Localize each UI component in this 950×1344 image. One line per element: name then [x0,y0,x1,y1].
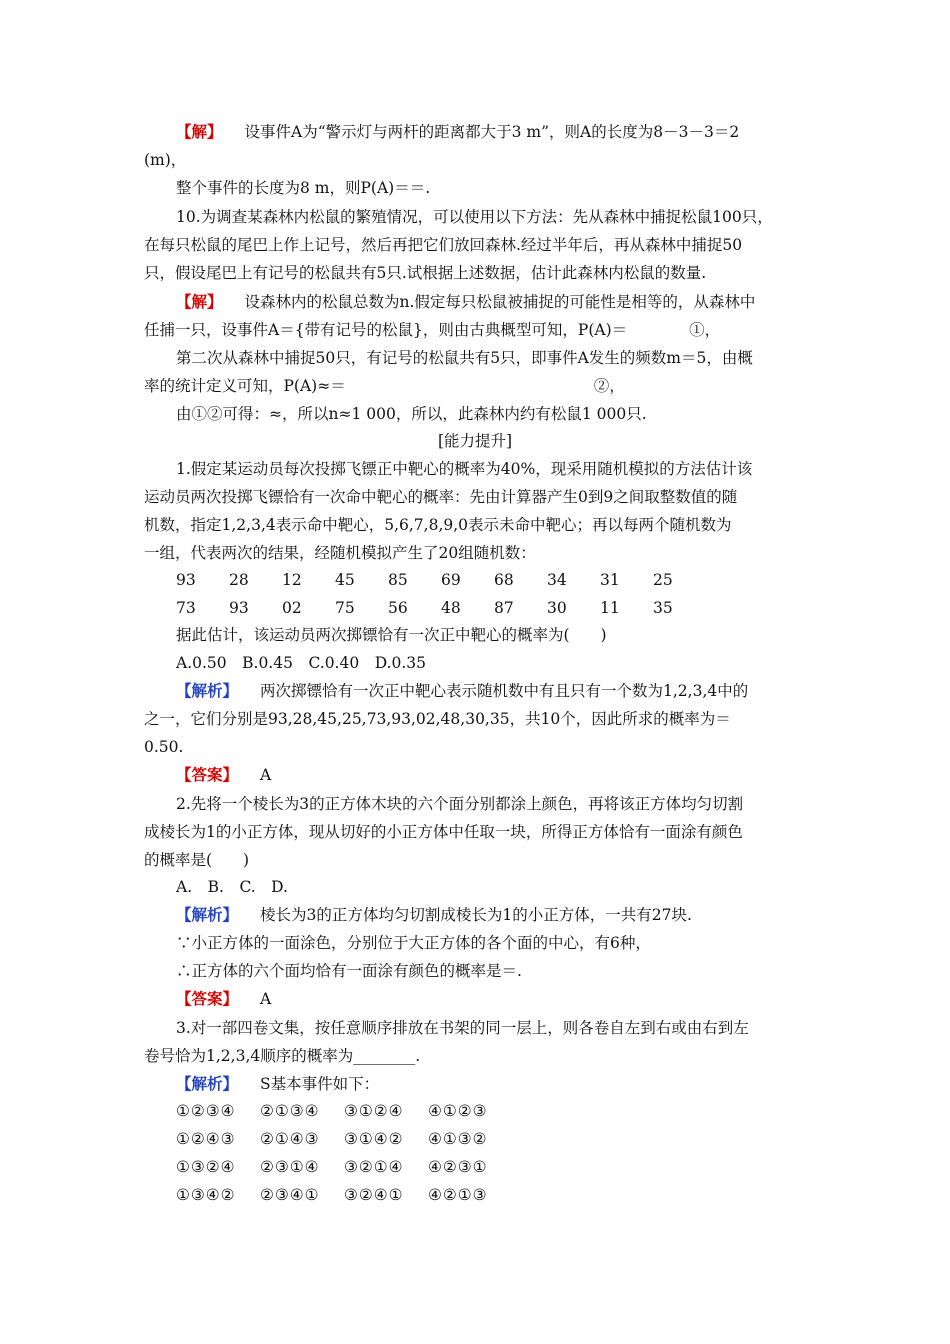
question-2-line-1: 2.先将一个棱长为3的正方体木块的六个面分别都涂上颜色，再将该正方体均匀切割 [176,795,744,813]
solution-10-line-2: 任捕一只，设事件A＝{带有记号的松鼠}，则由古典概型可知，P(A)＝ ①， [144,321,721,339]
permutation: ①②④③ [176,1130,236,1148]
solution-tag: 【解】 [176,292,223,311]
solution-text: 设事件A为“警示灯与两杆的距离都大于3 m”，则A的长度为8－3－3＝2 [244,123,740,141]
question-1-line-2: 运动员两次投掷飞镖恰有一次命中靶心的概率：先由计算器产生0到9之间取整数值的随 [144,488,738,506]
random-number: 30 [547,599,567,617]
permutation-row [176,1183,856,1207]
permutation: ①②③④ [176,1102,236,1120]
analysis-text: 两次掷镖恰有一次正中靶心表示随机数中有且只有一个数为1,2,3,4中的 [260,682,749,700]
random-number: 85 [388,571,408,589]
solution-9-line-3: 整个事件的长度为8 m，则P(A)＝＝. [176,179,431,197]
analysis-1-line-3: 0.50. [144,738,184,756]
analysis-tag: 【解析】 [176,1074,239,1093]
question-2-options: A. B. C. D. [176,878,288,896]
permutation: ②①③④ [260,1102,320,1120]
solution-9-line-1 [176,120,856,144]
permutation: ④②①③ [428,1186,488,1204]
answer-tag: 【答案】 [176,765,239,784]
analysis-1-line-2: 之一，它们分别是93,28,45,25,73,93,02,48,30,35，共10个，因此所求的概率为＝ [144,710,731,728]
permutation-row [176,1099,856,1123]
question-3-line-1: 3.对一部四卷文集，按任意顺序排放在书架的同一层上，则各卷自左到右或由右到左 [176,1019,749,1037]
random-number: 87 [494,599,514,617]
analysis-2-line-1 [176,903,856,927]
analysis-1-line-1 [176,679,856,703]
answer-value: A [260,766,272,784]
permutation: ③②①④ [344,1158,404,1176]
permutation: ④②③① [428,1158,488,1176]
analysis-3-line-1 [176,1072,856,1096]
random-number: 45 [335,571,355,589]
answer-2 [176,987,856,1011]
random-number-row [176,568,856,592]
random-number: 28 [229,571,249,589]
analysis-2-line-2: ∵小正方体的一面涂色，分别位于大正方体的各个面的中心，有6种， [176,934,651,952]
solution-10-line-5: 由①②可得：≈，所以n≈1 000，所以，此森林内约有松鼠1 000只. [176,405,647,423]
analysis-2-line-3: ∴正方体的六个面均恰有一面涂有颜色的概率是＝. [176,962,522,980]
random-number: 11 [600,599,620,617]
question-1-options: A.0.50 B.0.45 C.0.40 D.0.35 [176,654,427,672]
question-10-line-2: 在每只松鼠的尾巴上作上记号，然后再把它们放回森林.经过半年后，再从森林中捕捉50 [144,236,743,254]
permutation: ③①②④ [344,1102,404,1120]
random-number: 93 [229,599,249,617]
random-number: 25 [653,571,673,589]
answer-tag: 【答案】 [176,989,239,1008]
permutation: ①③④② [176,1186,236,1204]
analysis-text: S基本事件如下： [260,1075,380,1093]
question-10-line-1: 10.为调查某森林内松鼠的繁殖情况，可以使用以下方法：先从森林中捕捉松鼠100只， [176,208,773,226]
permutation-row [176,1127,856,1151]
question-1-line-5: 据此估计，该运动员两次掷镖恰有一次正中靶心的概率为( ) [176,626,607,644]
answer-1 [176,763,856,787]
answer-value: A [260,990,272,1008]
permutation: ③②④① [344,1186,404,1204]
question-1-line-4: 一组，代表两次的结果，经随机模拟产生了20组随机数： [144,544,536,562]
permutation: ③①④② [344,1130,404,1148]
random-number: 75 [335,599,355,617]
solution-10-line-3: 第二次从森林中捕捉50只，有记号的松鼠共有5只，即事件A发生的频数m＝5，由概 [176,349,753,367]
random-number: 56 [388,599,408,617]
question-1-line-3: 机数，指定1,2,3,4表示命中靶心，5,6,7,8,9,0表示未命中靶心；再以每两个随机数为 [144,516,732,534]
analysis-tag: 【解析】 [176,681,239,700]
permutation: ②①④③ [260,1130,320,1148]
question-1-line-1: 1.假定某运动员每次投掷飞镖正中靶心的概率为40%，现采用随机模拟的方法估计该 [176,460,753,478]
analysis-tag: 【解析】 [176,905,239,924]
solution-text: 设森林内的松鼠总数为n.假定每只松鼠被捕捉的可能性是相等的，从森林中 [244,293,756,311]
random-number-row [176,596,856,620]
random-number: 68 [494,571,514,589]
permutation: ④①②③ [428,1102,488,1120]
solution-10-line-1 [176,290,856,314]
random-number: 48 [441,599,461,617]
question-10-line-3: 只，假设尾巴上有记号的松鼠共有5只.试根据上述数据，估计此森林内松鼠的数量. [144,264,707,282]
permutation: ①③②④ [176,1158,236,1176]
random-number: 12 [282,571,302,589]
question-2-line-2: 成棱长为1的小正方体，现从切好的小正方体中任取一块，所得正方体恰有一面涂有颜色 [144,823,743,841]
permutation-row [176,1155,856,1179]
permutation: ④①③② [428,1130,488,1148]
permutation: ②③④① [260,1186,320,1204]
random-number: 93 [176,571,196,589]
permutation: ②③①④ [260,1158,320,1176]
random-number: 35 [653,599,673,617]
section-heading: [能力提升] [437,432,513,450]
random-number: 69 [441,571,461,589]
question-2-line-3: 的概率是( ) [144,851,250,869]
analysis-text: 棱长为3的正方体均匀切割成棱长为1的小正方体，一共有27块. [260,906,692,924]
random-number: 31 [600,571,620,589]
solution-tag: 【解】 [176,122,223,141]
solution-10-line-4: 率的统计定义可知，P(A)≈＝ ②， [144,377,625,395]
random-number: 34 [547,571,567,589]
random-number: 02 [282,599,302,617]
solution-9-line-2: (m)， [144,151,187,169]
question-3-line-2: 卷号恰为1,2,3,4顺序的概率为________. [144,1047,421,1065]
random-number: 73 [176,599,196,617]
